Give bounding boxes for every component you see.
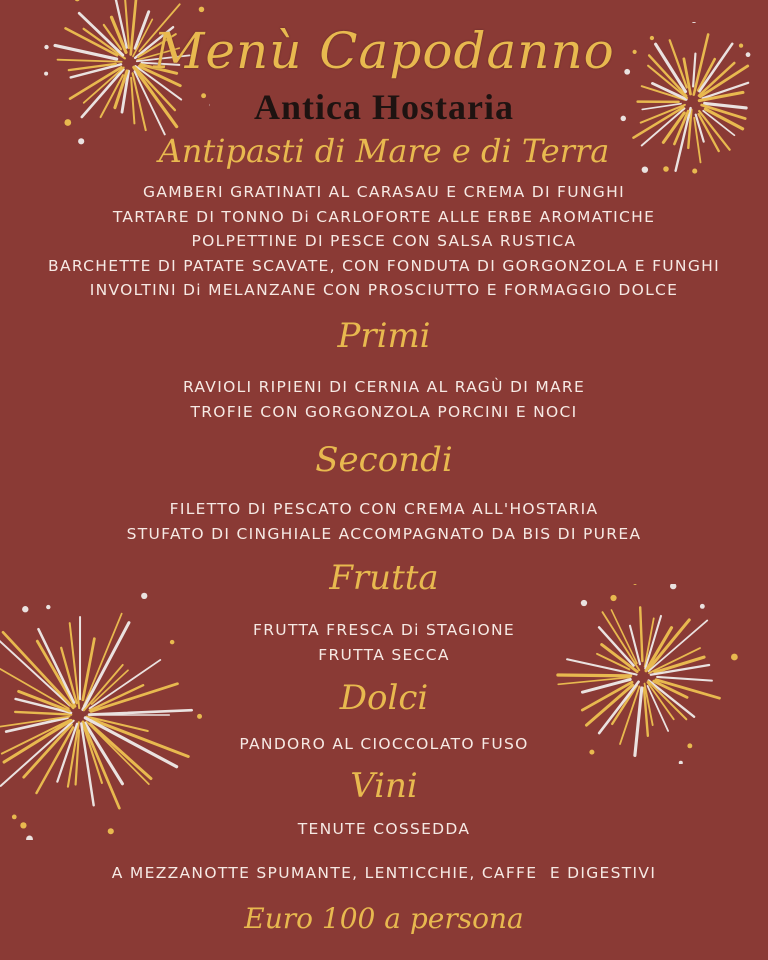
menu-title: Menù Capodanno (153, 22, 615, 80)
menu-item: FRUTTA SECCA (318, 645, 450, 664)
menu-item: STUFATO DI CINGHIALE ACCOMPAGNATO DA BIS DI PUREA (126, 524, 642, 543)
section-items-secondi (0, 497, 768, 546)
menu-item: TENUTE COSSEDDA (297, 820, 471, 838)
section-items-antipasti (0, 180, 768, 303)
price-line: Euro 100 a persona (244, 902, 524, 935)
section-items-vini (0, 817, 768, 842)
section-items-primi (0, 375, 768, 424)
section-items-dolci (0, 732, 768, 757)
menu-item: POLPETTINE DI PESCE CON SALSA RUSTICA (191, 232, 577, 250)
section-heading-antipasti: Antipasti di Mare e di Terra (158, 132, 610, 170)
menu-item: FILETTO DI PESCATO CON CREMA ALL'HOSTARIA (169, 500, 599, 518)
menu-item: FRUTTA FRESCA Di STAGIONE (253, 621, 515, 639)
section-items-frutta (0, 618, 768, 667)
menu-item: GAMBERI GRATINATI AL CARASAU E CREMA DI FUNGHI (143, 183, 625, 201)
menu-item: RAVIOLI RIPIENI DI CERNIA AL RAGÙ DI MARE (182, 378, 586, 396)
section-heading-frutta: Frutta (329, 558, 439, 598)
restaurant-name: Antica Hostaria (254, 87, 514, 127)
menu-item: TARTARE DI TONNO Di CARLOFORTE ALLE ERBE AROMATICHE (112, 207, 656, 226)
section-heading-vini: Vini (350, 766, 418, 806)
closing-note: A MEZZANOTTE SPUMANTE, LENTICCHIE, CAFFE E DIGESTIVI (111, 864, 657, 882)
menu-item: TROFIE CON GORGONZOLA PORCINI E NOCI (190, 402, 578, 421)
section-heading-primi: Primi (337, 316, 431, 356)
menu-item: PANDORO AL CIOCCOLATO FUSO (239, 735, 529, 753)
menu-item: INVOLTINI Di MELANZANE CON PROSCIUTTO E FORMAGGIO DOLCE (89, 281, 679, 299)
section-heading-dolci: Dolci (339, 678, 429, 718)
menu-item: BARCHETTE DI PATATE SCAVATE, CON FONDUTA DI GORGONZOLA E FUNGHI (48, 256, 720, 275)
section-heading-secondi: Secondi (315, 440, 453, 480)
